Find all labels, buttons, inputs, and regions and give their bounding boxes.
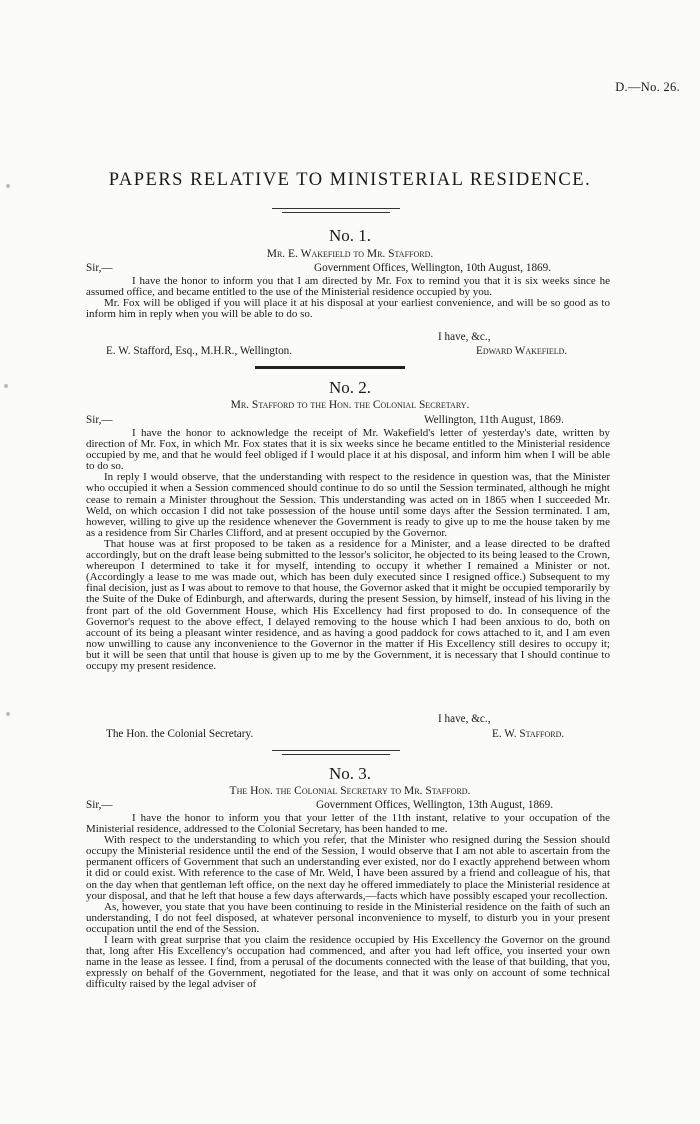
letter-1-date: Government Offices, Wellington, 10th August, 1869. xyxy=(314,262,552,274)
letter-2-subtitle: Mr. Stafford to the Hon. the Colonial Secretary. xyxy=(230,399,470,411)
letter-3-body xyxy=(86,813,610,991)
letter-2-signature: E. W. Stafford. xyxy=(492,728,565,740)
section-rule xyxy=(255,366,405,369)
letter-1-salutation: Sir,— xyxy=(86,262,113,274)
letter-3-number: No. 3. xyxy=(328,764,372,783)
letter-2-paragraph: I have the honor to acknowledge the receipt of Mr. Wakefield's letter of yesterday's date, written by direction of Mr. Fox, in which Mr. Fox states that it is six weeks since he became entitled to the Ministerial residence occupied by me, and that he would feel obliged if I would place it at his disposal, and inform him when I will be able to do so. xyxy=(86,427,610,473)
letter-3-paragraph: With respect to the understanding to which you refer, that the Minister who resigned during the Session should occupy the Ministerial residence until the end of the Session, I would observe that I am not able to ascertain from the permanent officers of Government that such an understanding ever existed, nor do I exactly apprehend between whom it did or could exist. With reference to the case of Mr. Weld, I have been assured by a friend and colleague of his, that on the day when that gentleman left office, on the next day he offered immediately to place the Ministerial residence at your disposal, and that he left that house a few days afterwards,—facts which have possibly escaped your recollection. xyxy=(86,834,610,902)
letter-1-closing: I have, &c., xyxy=(438,331,491,343)
document-reference: D.—No. 26. xyxy=(615,80,680,94)
section-rule xyxy=(272,750,400,751)
margin-speck xyxy=(6,184,10,188)
letter-1-addressee: E. W. Stafford, Esq., M.H.R., Wellington. xyxy=(106,345,293,357)
letter-1-signature: Edward Wakefield. xyxy=(476,345,568,357)
letter-2-paragraph: In reply I would observe, that the understanding with respect to the residence in question was, that the Minister who occupied it when a Session commenced should continue to do so until the Session terminated, although he might cease to remain a Minister throughout the Session. This understanding was acted on in 1865 when I succeeded Mr. Weld, on which occasion I did not take possession of the house until some days after the Session terminated. I am, however, willing to give up the residence whenever the Government is ready to give up to me the house taken by me as a residence from Sir Charles Clifford, and at present occupied by the Governor. xyxy=(86,471,610,539)
letter-3-paragraph: As, however, you state that you have been continuing to reside in the Ministerial residence on the faith of such an understanding, I do not feel disposed, at whatever personal inconvenience to myself, to disturb you in your present occupation until the end of the Session. xyxy=(86,900,610,935)
letter-2-date: Wellington, 11th August, 1869. xyxy=(424,414,564,426)
letter-3-date: Government Offices, Wellington, 13th August, 1869. xyxy=(316,799,554,811)
letter-3-salutation: Sir,— xyxy=(86,799,113,811)
title-rule xyxy=(272,208,400,209)
margin-speck xyxy=(6,712,10,716)
letter-2-closing: I have, &c., xyxy=(438,713,491,725)
letter-2-body xyxy=(86,428,610,672)
letter-2-number: No. 2. xyxy=(328,378,372,397)
document-title: PAPERS RELATIVE TO MINISTERIAL RESIDENCE. xyxy=(108,170,592,190)
letter-1-number: No. 1. xyxy=(328,226,372,245)
letter-3-paragraph: I have the honor to inform you that your letter of the 11th instant, relative to your occupation of the Ministerial residence, addressed to the Colonial Secretary, has been handed to me. xyxy=(86,812,610,836)
margin-speck xyxy=(4,384,8,388)
letter-1-subtitle: Mr. E. Wakefield to Mr. Stafford. xyxy=(266,248,434,260)
letter-3-subtitle: The Hon. the Colonial Secretary to Mr. Stafford. xyxy=(229,785,471,797)
letter-1-paragraph: Mr. Fox will be obliged if you will place it at his disposal at your earliest convenience, and will be so good as to inform him in reply when you will be able to do so. xyxy=(86,297,610,321)
letter-1-paragraph: I have the honor to inform you that I am directed by Mr. Fox to remind you that it is six weeks since he assumed office, and became entitled to the use of the Ministerial residence occupied by you. xyxy=(86,275,610,299)
letter-3-paragraph: I learn with great surprise that you claim the residence occupied by His Excellency the Governor on the ground that, long after His Excellency's occupation had commenced, and after you had left office, you inserted your own name in the lease as lessee. I find, from a perusal of the documents connected with the lease of that building, that you, expressly on behalf of the Government, negotiated for the lease, and that it was only on account of some technical difficulty raised by the legal adviser of xyxy=(86,934,610,991)
letter-2-paragraph: That house was at first proposed to be taken as a residence for a Minister, and a lease directed to be drafted accordingly, but on the draft lease being submitted to the lessor's solicitor, he objected to its being leased to the Crown, whereupon I determined to take it for myself, intending to occupy it whether I remained a Minister or not. (Accordingly a lease to me was made out, which has been duly executed since I resigned office.) Subsequent to my final decision, just as I was about to remove to that house, the Governor asked that it might be occupied temporarily by the Suite of the Duke of Edinburgh, and afterwards, during the present Session, by himself, instead of his living in the front part of the old Government House, which His Excellency had first proposed to do. In consequence of the Governor's request to the above effect, I delayed removing to the house which I had been anxious to do, both on account of its being a pleasant winter residence, and as having a good paddock for cows attached to it, and I am even now unwilling to cause any inconvenience to the Governor in the matter if His Excellency still desires to occupy it; but it will be seen that until that house is given up to me by the Government, it is necessary that I should continue to occupy my present residence. xyxy=(86,537,610,672)
letter-2-addressee: The Hon. the Colonial Secretary. xyxy=(106,728,254,740)
letter-1-body xyxy=(86,276,610,320)
letter-2-salutation: Sir,— xyxy=(86,414,113,426)
